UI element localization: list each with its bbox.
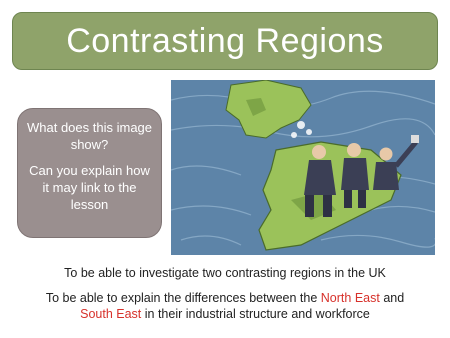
question-line-2: Can you explain how it may link to the lesson	[29, 163, 150, 212]
north-east-highlight: North East	[320, 291, 380, 305]
title-banner	[12, 12, 438, 70]
objective-2-text-c: in their industrial structure and workforce	[141, 307, 370, 321]
cartoon-image	[171, 80, 435, 255]
objective-2	[0, 290, 450, 322]
question-line-1: What does this image show?	[27, 120, 153, 152]
slide-title: Contrasting Regions	[66, 21, 384, 60]
objective-1: To be able to investigate two contrasting regions in the UK	[64, 266, 386, 280]
question-box	[17, 108, 162, 238]
objective-2-text-a: To be able to explain the differences between the	[45, 291, 321, 305]
south-east-highlight: South East	[80, 307, 142, 321]
cartoon-illustration	[171, 80, 435, 255]
objective-2-text-b: and	[379, 291, 405, 305]
